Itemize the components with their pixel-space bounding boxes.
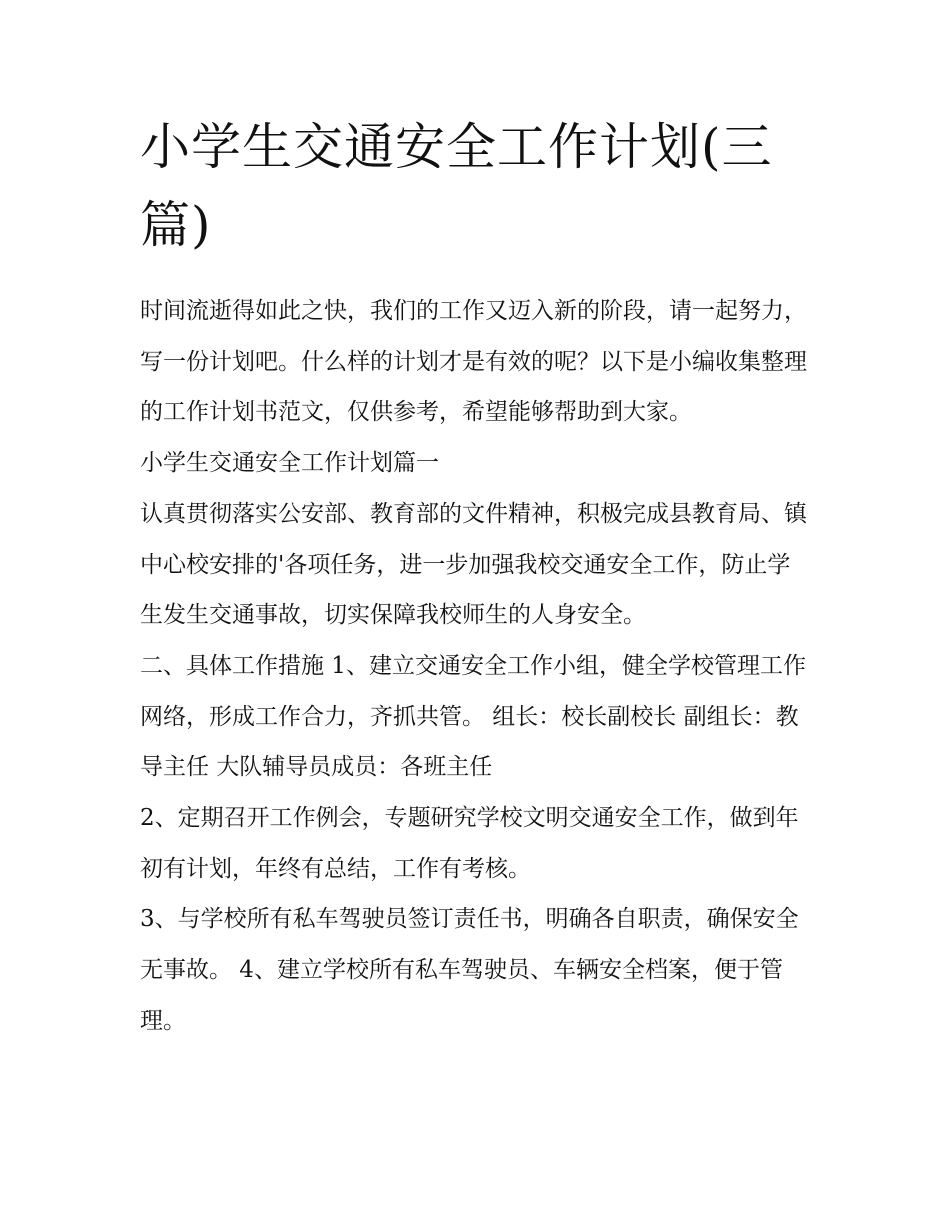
document-page (140, 108, 810, 1047)
intro-paragraph: 时间流逝得如此之快，我们的工作又迈入新的阶段，请一起努力，写一份计划吧。什么样的计划才是有效的呢？以下是小编收集整理的工作计划书范文，仅供参考，希望能够帮助到大家。 (140, 298, 807, 426)
body-paragraph: 认真贯彻落实公安部、教育部的文件精神，积极完成县教育局、镇中心校安排的'各项任务，进一步加强我校交通安全工作，防止学生发生交通事故，切实保障我校师生的人身安全。 (140, 500, 807, 629)
document-title: 小学生交通安全工作计划(三篇) (140, 118, 773, 254)
document-body (140, 286, 810, 1047)
body-paragraph: 二、具体工作措施 1、建立交通安全工作小组，健全学校管理工作网络，形成工作合力，齐抓共管。 组长：校长副校长 副组长：教导主任 大队辅导员成员：各班主任 (140, 652, 806, 781)
body-paragraph: 3、与学校所有私车驾驶员签订责任书，明确各自职责，确保安全无事故。 4、建立学校所有私车驾驶员、车辆安全档案，便于管理。 (140, 906, 799, 1034)
body-paragraph: 2、定期召开工作例会，专题研究学校文明交通安全工作，做到年初有计划，年终有总结，工作有考核。 (140, 805, 799, 882)
section-heading: 小学生交通安全工作计划篇一 (140, 450, 439, 477)
